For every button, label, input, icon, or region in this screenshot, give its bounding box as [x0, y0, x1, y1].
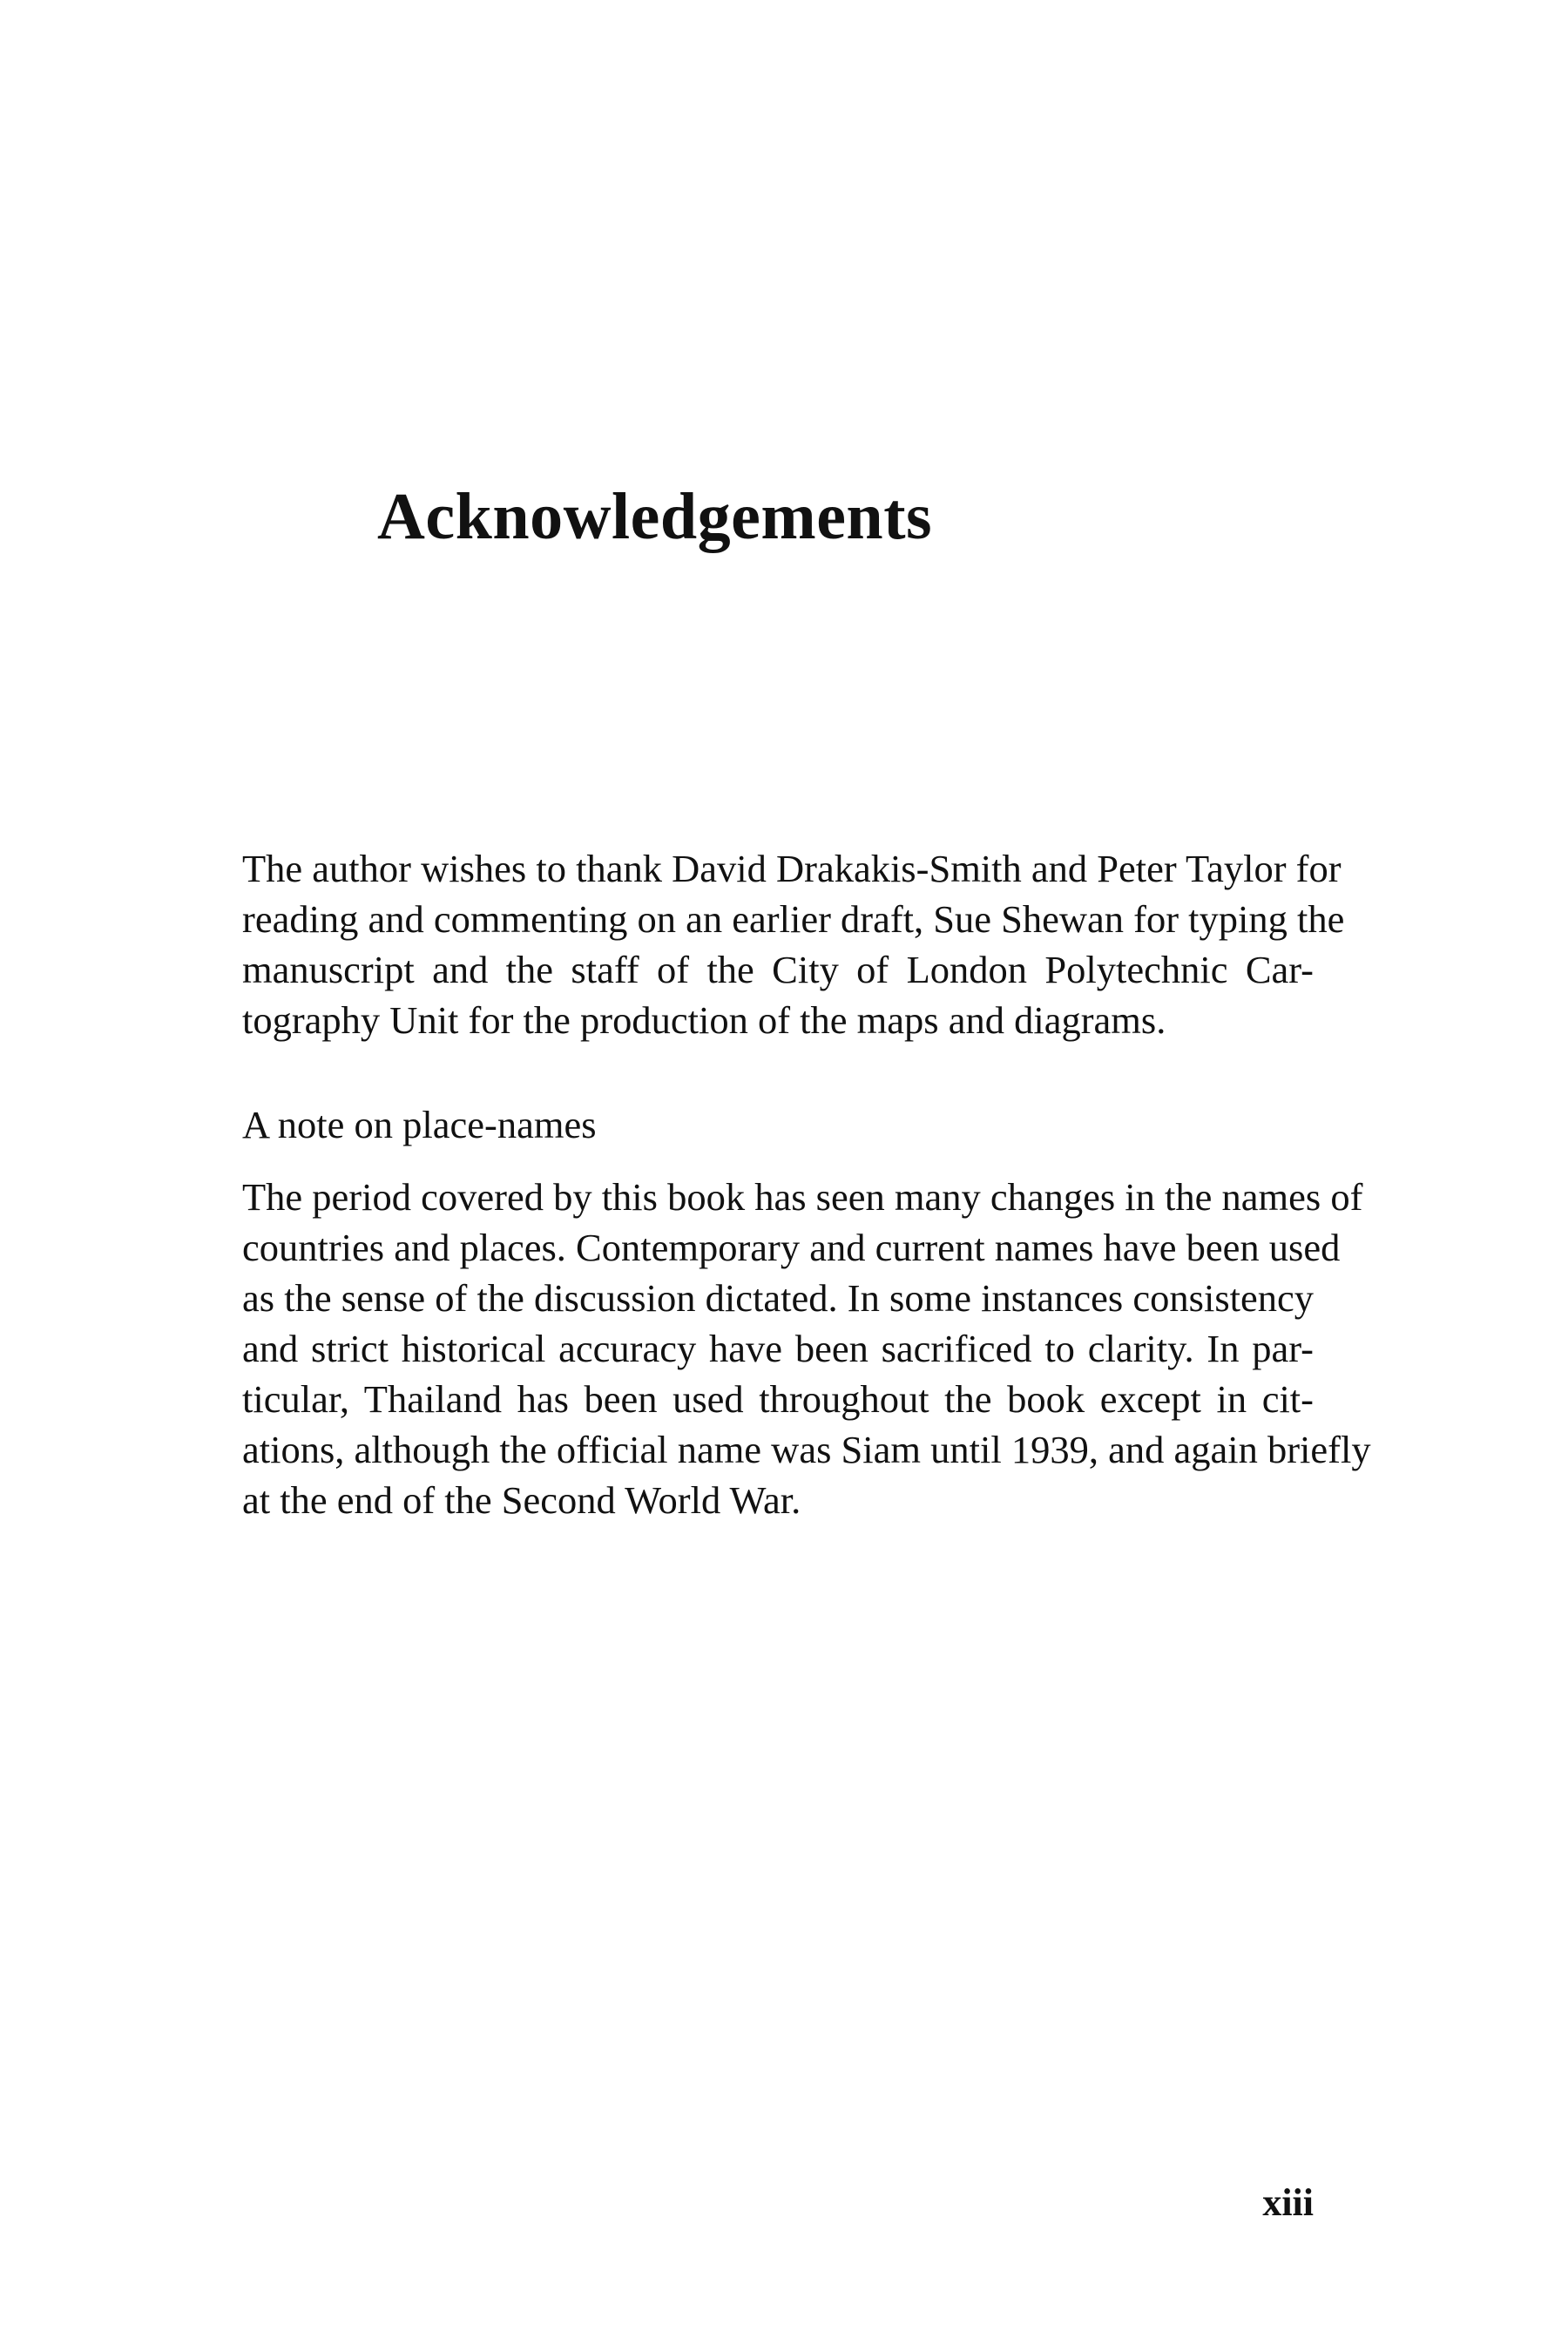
note-line: The period covered by this book has seen many changes in the names of — [242, 1175, 1363, 1219]
note-line: ations, although the official name was Siam until 1939, and again briefly — [242, 1428, 1371, 1471]
page-number: xiii — [1262, 2181, 1314, 2224]
acknowledgement-line: reading and commenting on an earlier draft, Sue Shewan for typing the — [242, 897, 1345, 941]
acknowledgement-line: tography Unit for the production of the maps and diagrams. — [242, 998, 1166, 1042]
note-line: and strict historical accuracy have been sacrificed to clarity. In par- — [242, 1327, 1314, 1370]
note-heading: A note on place-names — [242, 1103, 597, 1146]
note-line: ticular, Thailand has been used throughout the book except in cit- — [242, 1377, 1314, 1421]
acknowledgement-line: The author wishes to thank David Drakakis-Smith and Peter Taylor for — [242, 847, 1342, 890]
note-line: at the end of the Second World War. — [242, 1478, 801, 1522]
note-line: countries and places. Contemporary and current names have been used — [242, 1226, 1341, 1269]
acknowledgement-line: manuscript and the staff of the City of London Polytechnic Car- — [242, 948, 1314, 991]
page-title: Acknowledgements — [377, 480, 933, 553]
note-line: as the sense of the discussion dictated. In some instances consistency — [242, 1276, 1314, 1320]
